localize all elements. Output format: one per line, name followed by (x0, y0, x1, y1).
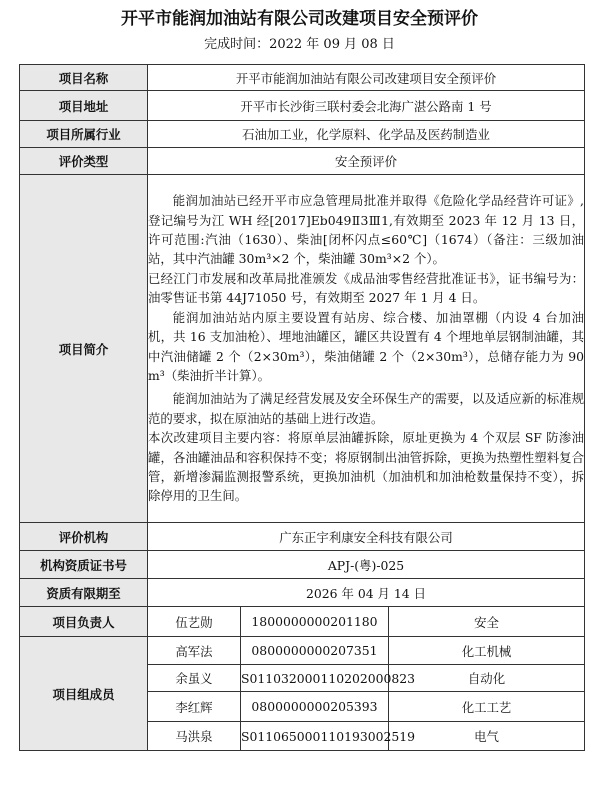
member-id: 0800000000207351 (241, 637, 389, 665)
member-field: 电气 (389, 722, 585, 751)
member-name: 余虽义 (148, 665, 241, 692)
row-leader (20, 607, 585, 637)
validity-label: 资质有限期至 (20, 579, 148, 607)
row-agency (20, 523, 585, 551)
member-name: 马洪泉 (148, 722, 241, 751)
leader-name: 伍艺勋 (148, 607, 241, 637)
member-field: 化工工艺 (389, 692, 585, 722)
cert-value: APJ-(粤)-025 (148, 551, 585, 579)
agency-label: 评价机构 (20, 523, 148, 551)
project-address-value: 开平市长沙街三联村委会北海广湛公路南 1 号 (148, 91, 585, 121)
member-field: 化工机械 (389, 637, 585, 665)
industry-label: 项目所属行业 (20, 121, 148, 148)
completion-date: 完成时间：2022 年 09 月 08 日 (204, 37, 395, 52)
leader-label: 项目负责人 (20, 607, 148, 637)
member-name: 高军法 (148, 637, 241, 665)
intro-paragraph: 能润加油站已经开平市应急管理局批准并取得《危险化学品经营许可证》,登记编号为江 WH 经[2017]Eb049Ⅱ3Ⅲ1,有效期至 2023 年 12 月 13 日，许可范围:汽油（1630）、柴油[闭杯闪点≤60℃]（1674）（备注：三级加油站，其中汽油罐 30m³×2 个，柴油罐 30m³×2 个）。 (148, 193, 585, 267)
member-field: 自动化 (389, 665, 585, 692)
eval-type-value: 安全预评价 (148, 148, 585, 175)
member-id: 0800000000205393 (241, 692, 389, 722)
intro-paragraph: 本次改建项目主要内容：将原单层油罐拆除，原址更换为 4 个双层 SF 防渗油罐，各油罐油品和容积保持不变；将原钢制出油管拆除，更换为热塑性塑料复合管，新增渗漏监测报警系统，更换加油机（加油机和加油枪数量保持不变），拆除停用的卫生间。 (148, 430, 585, 504)
row-validity (20, 579, 585, 607)
intro-paragraph: 已经江门市发展和改革局批准颁发《成品油零售经营批准证书》，证书编号为：油零售证书第 44J71050 号，有效期至 2027 年 1 月 4 日。 (148, 270, 585, 306)
info-table (19, 64, 585, 751)
member-name: 李红辉 (148, 692, 241, 722)
intro-text (148, 175, 585, 523)
team-member-row (20, 637, 585, 665)
row-intro (20, 175, 585, 523)
eval-type-label: 评价类型 (20, 148, 148, 175)
row-project-address (20, 91, 585, 121)
member-id: S011065000110193002519 (241, 722, 389, 751)
cert-label: 机构资质证书号 (20, 551, 148, 579)
intro-paragraph: 能润加油站站内原主要设置有站房、综合楼、加油罩棚（内设 4 台加油机，共 16 支加油枪）、埋地油罐区，罐区共设置有 4 个埋地单层钢制油罐，其中汽油储罐 2 个（2×30m³），柴油储罐 2 个（2×30m³），总储存能力为 90m³（柴油折半计算）。 (148, 309, 585, 383)
project-address-label: 项目地址 (20, 91, 148, 121)
row-eval-type (20, 148, 585, 175)
row-project-name (20, 65, 585, 91)
intro-label: 项目简介 (20, 175, 148, 523)
leader-id: 1800000000201180 (241, 607, 389, 637)
project-name-value: 开平市能润加油站有限公司改建项目安全预评价 (148, 65, 585, 91)
validity-value: 2026 年 04 月 14 日 (148, 579, 585, 607)
row-cert (20, 551, 585, 579)
industry-value: 石油加工业，化学原料、化学品及医药制造业 (148, 121, 585, 148)
member-id: S011032000110202000823 (241, 665, 389, 692)
page-title: 开平市能润加油站有限公司改建项目安全预评价 (121, 9, 478, 29)
team-label: 项目组成员 (20, 637, 148, 751)
leader-field: 安全 (389, 607, 585, 637)
agency-value: 广东正宇利康安全科技有限公司 (148, 523, 585, 551)
row-industry (20, 121, 585, 148)
intro-paragraph: 能润加油站为了满足经营发展及安全环保生产的需要，以及适应新的标准规范的要求，拟在原油站的基础上进行改造。 (148, 391, 585, 426)
project-name-label: 项目名称 (20, 65, 148, 91)
